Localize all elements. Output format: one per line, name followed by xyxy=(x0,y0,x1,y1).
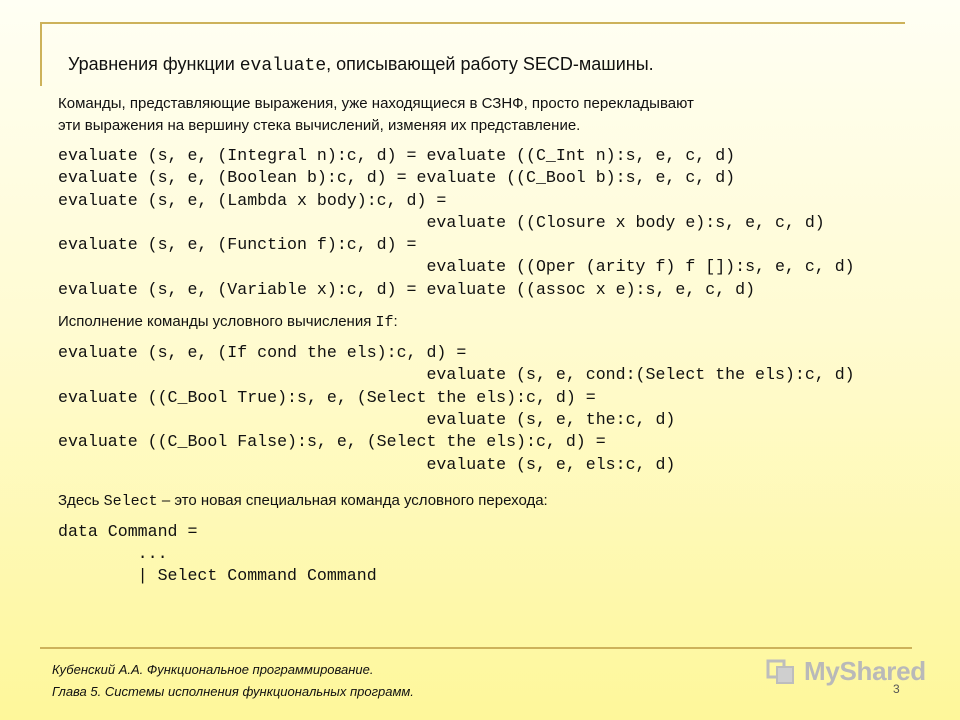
code-line: evaluate (s, e, els:c, d) xyxy=(58,454,676,474)
code-line: evaluate ((C_Bool True):s, e, (Select the els):c, d) = xyxy=(58,387,596,407)
if-text-suffix: : xyxy=(393,313,398,331)
select-text-suffix: – это новая специальная команда условного перехода: xyxy=(157,491,548,509)
footer-chapter: Глава 5. Системы исполнения функциональных программ. xyxy=(52,684,414,699)
select-text-code: Select xyxy=(103,492,158,510)
title-prefix: Уравнения функции xyxy=(68,54,240,74)
select-description xyxy=(58,490,938,513)
if-description xyxy=(58,311,938,334)
footer-author: Кубенский А.А. Функциональное программирование. xyxy=(52,662,374,677)
title-suffix: , описывающей работу SECD-машины. xyxy=(326,54,654,74)
intro-line-1: Команды, представляющие выражения, уже находящиеся в СЗНФ, просто перекладывают xyxy=(58,95,694,112)
code-line: evaluate (s, e, (Integral n):c, d) = evaluate ((C_Int n):s, e, c, d) xyxy=(58,146,736,165)
code-line: evaluate (s, e, (Variable x):c, d) = evaluate ((assoc x e):s, e, c, d) xyxy=(58,279,756,299)
left-rule xyxy=(40,22,42,86)
if-text-prefix: Исполнение команды условного вычисления xyxy=(58,313,376,331)
title-code: evaluate xyxy=(239,56,327,76)
slide-title xyxy=(68,54,654,76)
bottom-rule xyxy=(40,647,912,649)
page-number: 3 xyxy=(893,682,900,696)
code-block-data-command xyxy=(58,521,938,588)
code-line: evaluate ((Oper (arity f) f []):s, e, c, d) xyxy=(58,257,855,277)
footer xyxy=(52,659,414,703)
watermark xyxy=(766,656,926,687)
code-line: evaluate (s, e, the:c, d) xyxy=(58,409,676,429)
code-line: evaluate (s, e, (If cond the els):c, d) = xyxy=(58,343,467,363)
code-line: evaluate ((Closure x body e):s, e, c, d) xyxy=(58,212,825,232)
slide-content xyxy=(58,93,938,588)
code-line: evaluate (s, e, (Boolean b):c, d) = evaluate ((C_Bool b):s, e, c, d) xyxy=(58,168,736,188)
code-line: ... xyxy=(58,544,168,564)
code-line: evaluate (s, e, (Function f):c, d) = xyxy=(58,235,417,255)
code-line: evaluate ((C_Bool False):s, e, (Select the els):c, d) = xyxy=(58,432,606,452)
myshared-logo-icon xyxy=(766,657,800,687)
top-rule xyxy=(40,22,905,24)
code-block-constants xyxy=(58,145,938,301)
code-line: data Command = xyxy=(58,521,198,541)
intro-line-2: эти выражения на вершину стека вычислений, изменяя их представление. xyxy=(58,117,581,134)
code-line: evaluate (s, e, cond:(Select the els):c, d) xyxy=(58,365,855,385)
code-line: evaluate (s, e, (Lambda x body):c, d) = xyxy=(58,190,447,210)
code-block-if xyxy=(58,342,938,476)
select-text-prefix: Здесь xyxy=(58,491,104,509)
watermark-text: MyShared xyxy=(804,656,926,686)
code-line: | Select Command Command xyxy=(58,566,377,586)
if-text-code: If xyxy=(375,314,394,332)
